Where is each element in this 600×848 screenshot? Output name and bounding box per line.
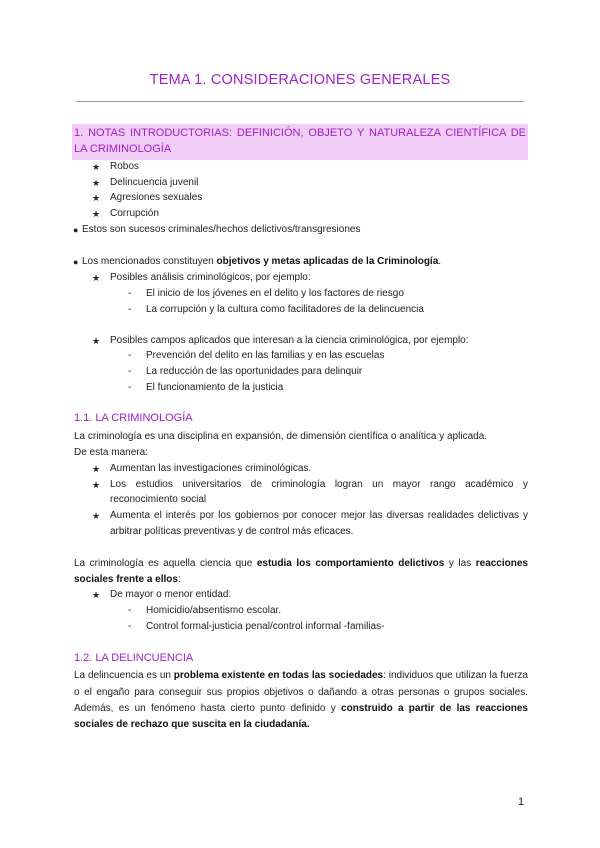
paragraph: La delincuencia es un problema existente en todas las sociedades: individuos que utilizan la fuerza <box>74 670 528 681</box>
star-bullet-icon: ★ <box>92 464 101 474</box>
dash-bullet-icon: - <box>128 304 132 315</box>
star-bullet-icon: ★ <box>92 209 101 219</box>
page-title: TEMA 1. CONSIDERACIONES GENERALES <box>149 72 451 88</box>
paragraph: La criminología es aquella ciencia que estudia los comportamiento delictivos y las reacciones <box>74 558 528 569</box>
list-item: Posibles análisis criminológicos, por ejemplo: <box>110 272 311 283</box>
list-item: Prevención del delito en las familias y en las escuelas <box>146 350 385 361</box>
dash-bullet-icon: - <box>128 350 132 361</box>
list-item: Los estudios universitarios de criminología logran un mayor rango académico y <box>110 479 528 490</box>
list-item: La corrupción y la cultura como facilitadores de la delincuencia <box>146 304 424 315</box>
section-1-heading-line-1: 1. NOTAS INTRODUCTORIAS: DEFINICIÓN, OBJETO Y NATURALEZA CIENTÍFICA DE <box>74 127 526 139</box>
list-item: Aumentan las investigaciones criminológicas. <box>110 463 312 474</box>
paragraph-continuation: sociales de rechazo que suscita en la ciudadanía. <box>74 719 310 730</box>
section-1-2-heading: 1.2. LA DELINCUENCIA <box>74 652 194 664</box>
star-bullet-icon: ★ <box>92 178 101 188</box>
section-1-1-heading: 1.1. LA CRIMINOLOGÍA <box>74 412 193 424</box>
list-item-continuation: arbitrar políticas preventivas y de control más eficaces. <box>110 526 354 537</box>
paragraph: Los mencionados constituyen objetivos y metas aplicadas de la Criminología. <box>82 256 442 267</box>
list-item: Corrupción <box>110 208 159 219</box>
paragraph-continuation: sociales frente a ellos: <box>74 574 181 585</box>
list-item: Homicidio/absentismo escolar. <box>146 605 282 616</box>
star-bullet-icon: ★ <box>92 336 101 346</box>
list-item: Posibles campos aplicados que interesan a la ciencia criminológica, por ejemplo: <box>110 335 469 346</box>
star-bullet-icon: ★ <box>92 590 101 600</box>
paragraph: De esta manera: <box>74 447 148 458</box>
page-number: 1 <box>518 796 525 808</box>
paragraph-continuation: Además, es un fenómeno hasta cierto punto definido y construido a partir de las reacciones <box>74 703 528 714</box>
dash-bullet-icon: - <box>128 621 132 632</box>
list-item: Control formal-justicia penal/control informal -familias- <box>146 621 385 632</box>
bullet-icon: ● <box>73 225 79 235</box>
paragraph: Estos son sucesos criminales/hechos delictivos/transgresiones <box>82 224 361 235</box>
star-bullet-icon: ★ <box>92 273 101 283</box>
star-bullet-icon: ★ <box>92 193 101 203</box>
list-item-continuation: reconocimiento social <box>110 494 207 505</box>
paragraph: La criminología es una disciplina en expansión, de dimensión científica o analítica y aplicada. <box>74 431 488 442</box>
dash-bullet-icon: - <box>128 605 132 616</box>
list-item: Aumenta el interés por los gobiernos por conocer mejor las diversas realidades delictivas y <box>110 510 528 521</box>
list-item: El funcionamiento de la justicia <box>146 382 284 393</box>
bullet-icon: ● <box>73 257 79 267</box>
title-divider <box>76 101 524 102</box>
list-item: El inicio de los jóvenes en el delito y los factores de riesgo <box>146 288 404 299</box>
list-item: Delincuencia juvenil <box>110 177 199 188</box>
star-bullet-icon: ★ <box>92 511 101 521</box>
dash-bullet-icon: - <box>128 366 132 377</box>
list-item: La reducción de las oportunidades para delinquir <box>146 366 363 377</box>
star-bullet-icon: ★ <box>92 162 101 172</box>
star-bullet-icon: ★ <box>92 480 101 490</box>
dash-bullet-icon: - <box>128 382 132 393</box>
paragraph-continuation: o el engaño para conseguir sus propios objetivos o dañando a otras personas o grupos sociales. <box>74 687 528 698</box>
list-item: De mayor o menor entidad: <box>110 589 232 600</box>
list-item: Agresiones sexuales <box>110 192 203 203</box>
list-item: Robos <box>110 161 139 172</box>
section-1-heading-line-2: LA CRIMINOLOGÍA <box>74 143 172 155</box>
dash-bullet-icon: - <box>128 288 132 299</box>
